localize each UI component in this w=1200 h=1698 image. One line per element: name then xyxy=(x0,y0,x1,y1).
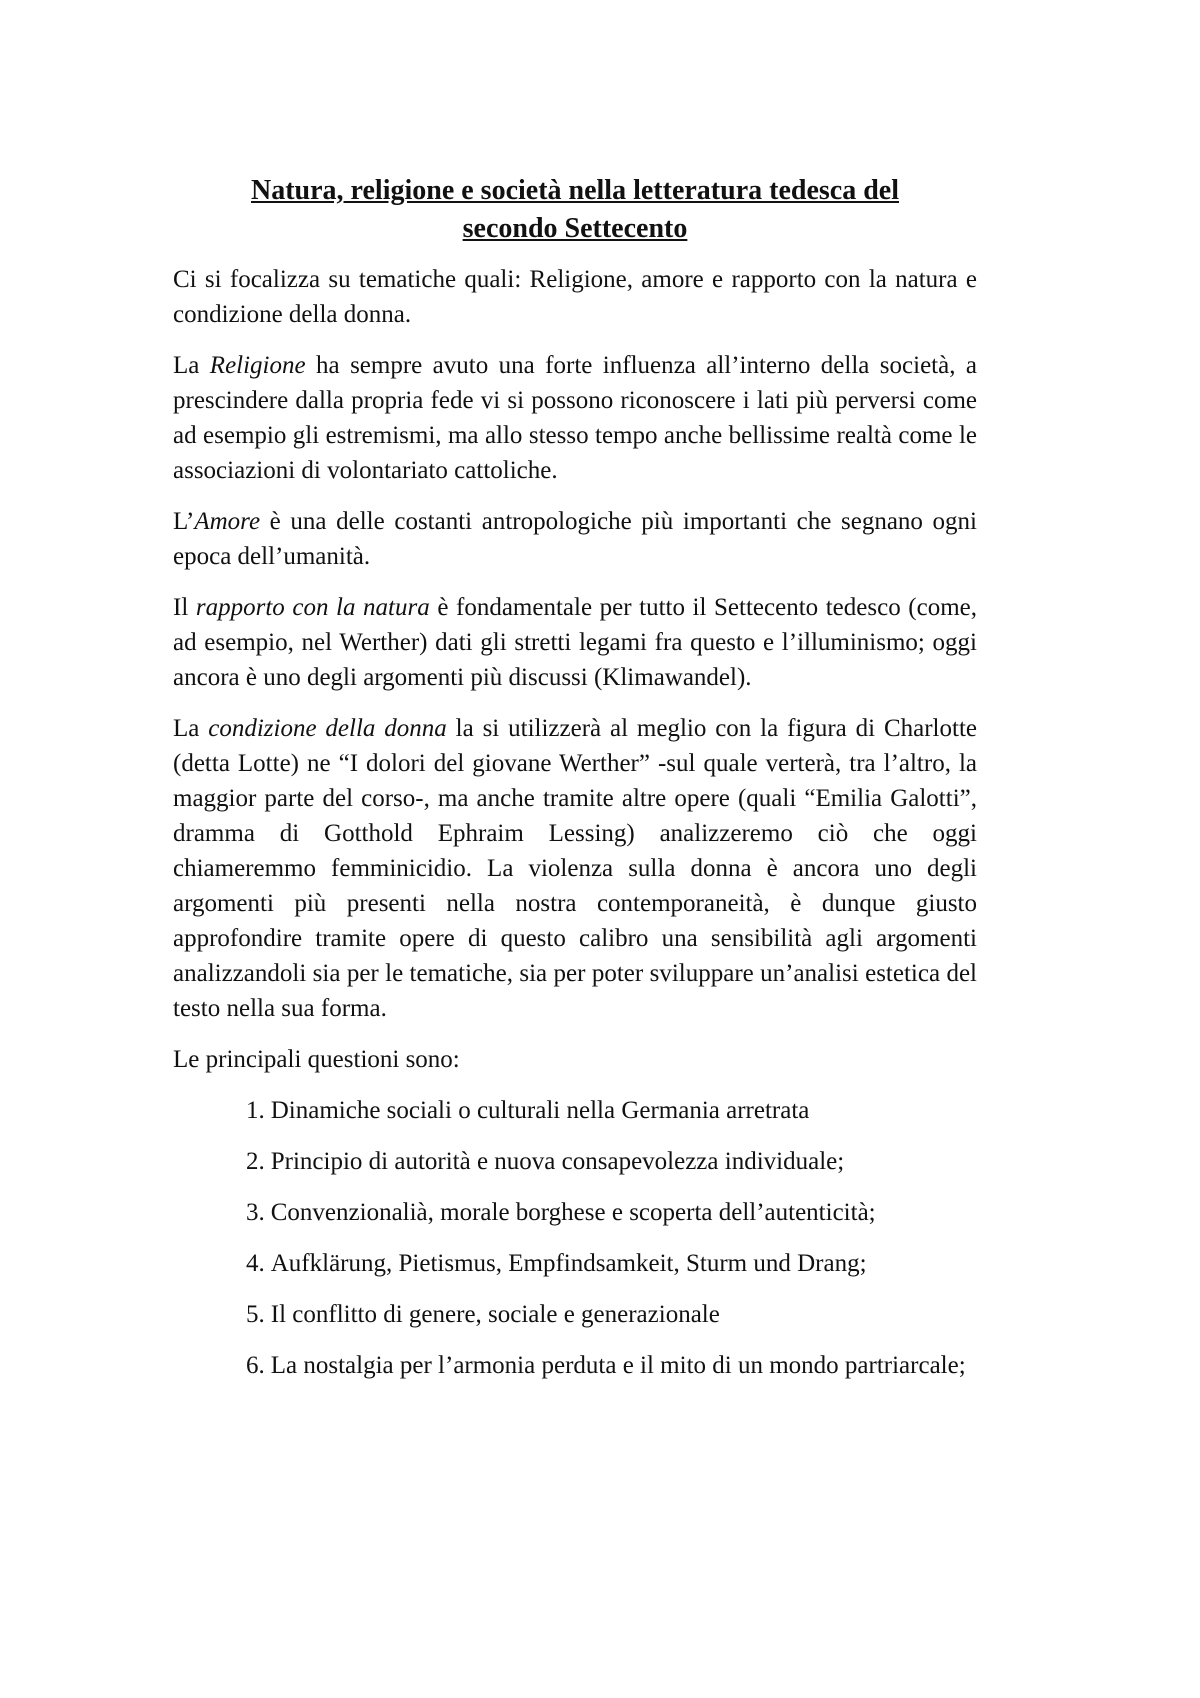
religione-term: Religione xyxy=(209,352,306,379)
list-item-text: Principio di autorità e nuova consapevolezza individuale; xyxy=(270,1148,845,1175)
natura-text: è fondamentale per tutto il Settecento tedesco (come, ad esempio, nel Werther) dati gli stretti legami fra questo e l’illuminismo; oggi ancora è uno degli argomenti più discussi (Klimawandel). xyxy=(173,594,977,691)
list-item xyxy=(246,1195,977,1230)
title-line-2: secondo Settecento xyxy=(462,213,688,244)
list-item-text: Convenzionalià, morale borghese e scoperta dell’autenticità; xyxy=(270,1199,876,1226)
list-item-text: Dinamiche sociali o culturali nella Germania arretrata xyxy=(270,1097,810,1124)
list-item-text: La nostalgia per l’armonia perduta e il mito di un mondo partriarcale; xyxy=(270,1352,966,1379)
donna-term: condizione della donna xyxy=(208,715,447,742)
document-body xyxy=(173,172,977,1399)
list-item-text: Aufklärung, Pietismus, Empfindsamkeit, Sturm und Drang; xyxy=(270,1250,867,1277)
title-line-1: Natura, religione e società nella letteratura tedesca del xyxy=(251,175,899,206)
amore-paragraph xyxy=(173,504,977,574)
religione-prefix: La xyxy=(173,352,210,379)
document-title xyxy=(173,172,977,248)
list-item-number: 3. xyxy=(246,1199,265,1226)
natura-term: rapporto con la natura xyxy=(195,594,430,621)
donna-text: la si utilizzerà al meglio con la figura di Charlotte (detta Lotte) ne “I dolori del giovane Werther” -sul quale verterà, tra l’altro, la maggior parte del corso-, ma anche tramite altre opere (quali “Emilia Galotti”, dramma di Gotthold Ephraim Lessing) analizzeremo ciò che oggi chiameremmo femminicidio. La violenza sulla donna è ancora uno degli argomenti più presenti nella nostra contemporaneità, è dunque giusto approfondire tramite opere di questo calibro una sensibilità agli argomenti analizzandoli sia per le tematiche, sia per poter sviluppare un’analisi estetica del testo nella sua forma. xyxy=(173,715,977,1022)
natura-paragraph xyxy=(173,590,977,695)
donna-paragraph xyxy=(173,711,977,1026)
list-item xyxy=(246,1246,977,1281)
list-item xyxy=(246,1297,977,1332)
donna-prefix: La xyxy=(173,715,209,742)
list-item-number: 4. xyxy=(246,1250,265,1277)
amore-term: Amore xyxy=(194,508,261,535)
questions-intro: Le principali questioni sono: xyxy=(173,1046,460,1073)
list-item xyxy=(246,1348,977,1383)
list-item-number: 6. xyxy=(246,1352,265,1379)
list-item-number: 5. xyxy=(246,1301,265,1328)
amore-prefix: L’ xyxy=(173,508,195,535)
religione-text: ha sempre avuto una forte influenza all’interno della società, a prescindere dalla propria fede vi si possono riconoscere i lati più perversi come ad esempio gli estremismi, ma allo stesso tempo anche bellissime realtà come le associazioni di volontariato cattoliche. xyxy=(173,352,977,484)
amore-text: è una delle costanti antropologiche più importanti che segnano ogni epoca dell’umanità. xyxy=(173,508,977,570)
natura-prefix: Il xyxy=(173,594,196,621)
questions-list xyxy=(173,1093,977,1383)
list-item xyxy=(246,1144,977,1179)
intro-paragraph: Ci si focalizza su tematiche quali: Religione, amore e rapporto con la natura e condizione della donna. xyxy=(173,266,977,328)
religione-paragraph xyxy=(173,348,977,488)
list-item-number: 2. xyxy=(246,1148,265,1175)
list-item-number: 1. xyxy=(246,1097,265,1124)
list-item-text: Il conflitto di genere, sociale e generazionale xyxy=(270,1301,720,1328)
list-item xyxy=(246,1093,977,1128)
